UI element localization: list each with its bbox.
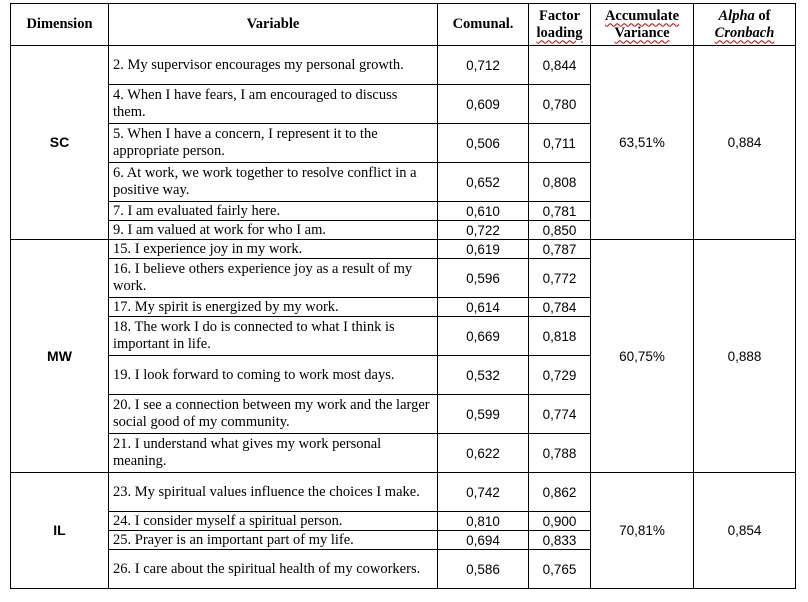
communal-cell: 0,609 <box>438 85 529 124</box>
alpha-cronbach: Cronbach <box>714 24 775 41</box>
loading-cell: 0,788 <box>529 434 591 473</box>
variable-cell: 2. My supervisor encourages my personal growth. <box>109 46 438 85</box>
table-row <box>11 240 796 259</box>
communal-cell: 0,810 <box>438 512 529 531</box>
factor-loading-line2: loading <box>536 24 583 41</box>
communal-cell: 0,694 <box>438 531 529 550</box>
factor-analysis-table <box>10 3 796 589</box>
variable-cell: 18. The work I do is connected to what I think is important in life. <box>109 317 438 356</box>
loading-cell: 0,774 <box>529 395 591 434</box>
loading-cell: 0,711 <box>529 124 591 163</box>
factor-loading-line1: Factor <box>538 7 581 24</box>
communal-cell: 0,610 <box>438 202 529 221</box>
header-row <box>11 4 796 46</box>
variable-cell: 21. I understand what gives my work personal meaning. <box>109 434 438 473</box>
communal-header: Comunal. <box>438 4 529 46</box>
loading-cell: 0,862 <box>529 473 591 512</box>
loading-cell: 0,808 <box>529 163 591 202</box>
communal-cell: 0,596 <box>438 259 529 298</box>
variance-cell: 60,75% <box>591 240 694 473</box>
dimension-header: Dimension <box>11 4 109 46</box>
variable-cell: 25. Prayer is an important part of my life. <box>109 531 438 550</box>
communal-cell: 0,622 <box>438 434 529 473</box>
variance-cell: 70,81% <box>591 473 694 589</box>
table-row <box>11 473 796 512</box>
alpha-word: Alpha <box>718 7 755 24</box>
loading-cell: 0,772 <box>529 259 591 298</box>
accumulate-line1: Accumulate <box>604 7 680 24</box>
loading-cell: 0,780 <box>529 85 591 124</box>
loading-cell: 0,781 <box>529 202 591 221</box>
alpha-cell: 0,854 <box>694 473 796 589</box>
loading-cell: 0,765 <box>529 550 591 589</box>
variable-cell: 5. When I have a concern, I represent it to the appropriate person. <box>109 124 438 163</box>
loading-cell: 0,833 <box>529 531 591 550</box>
variable-cell: 7. I am evaluated fairly here. <box>109 202 438 221</box>
alpha-cell: 0,888 <box>694 240 796 473</box>
variable-cell: 20. I see a connection between my work and the larger social good of my community. <box>109 395 438 434</box>
loading-cell: 0,850 <box>529 221 591 240</box>
variance-cell: 63,51% <box>591 46 694 240</box>
loading-cell: 0,900 <box>529 512 591 531</box>
alpha-header <box>694 4 796 46</box>
dimension-cell: MW <box>11 240 109 473</box>
loading-cell: 0,787 <box>529 240 591 259</box>
communal-cell: 0,586 <box>438 550 529 589</box>
variable-cell: 9. I am valued at work for who I am. <box>109 221 438 240</box>
communal-cell: 0,669 <box>438 317 529 356</box>
communal-cell: 0,599 <box>438 395 529 434</box>
dimension-cell: IL <box>11 473 109 589</box>
loading-cell: 0,729 <box>529 356 591 395</box>
factor-loading-header <box>529 4 591 46</box>
loading-cell: 0,844 <box>529 46 591 85</box>
variable-cell: 19. I look forward to coming to work most days. <box>109 356 438 395</box>
variable-header: Variable <box>109 4 438 46</box>
variable-cell: 17. My spirit is energized by my work. <box>109 298 438 317</box>
communal-cell: 0,614 <box>438 298 529 317</box>
communal-cell: 0,619 <box>438 240 529 259</box>
communal-cell: 0,506 <box>438 124 529 163</box>
variable-cell: 23. My spiritual values influence the choices I make. <box>109 473 438 512</box>
variable-cell: 24. I consider myself a spiritual person. <box>109 512 438 531</box>
communal-cell: 0,532 <box>438 356 529 395</box>
communal-cell: 0,722 <box>438 221 529 240</box>
communal-cell: 0,652 <box>438 163 529 202</box>
communal-cell: 0,712 <box>438 46 529 85</box>
variable-cell: 26. I care about the spiritual health of my coworkers. <box>109 550 438 589</box>
communal-cell: 0,742 <box>438 473 529 512</box>
alpha-of: of <box>754 7 771 24</box>
variable-cell: 15. I experience joy in my work. <box>109 240 438 259</box>
accumulate-variance-header <box>591 4 694 46</box>
variable-cell: 6. At work, we work together to resolve conflict in a positive way. <box>109 163 438 202</box>
dimension-cell: SC <box>11 46 109 240</box>
table-row <box>11 46 796 85</box>
loading-cell: 0,784 <box>529 298 591 317</box>
variable-cell: 4. When I have fears, I am encouraged to discuss them. <box>109 85 438 124</box>
loading-cell: 0,818 <box>529 317 591 356</box>
alpha-cell: 0,884 <box>694 46 796 240</box>
accumulate-line2: Variance <box>614 24 670 41</box>
variable-cell: 16. I believe others experience joy as a result of my work. <box>109 259 438 298</box>
table-body <box>11 46 796 589</box>
